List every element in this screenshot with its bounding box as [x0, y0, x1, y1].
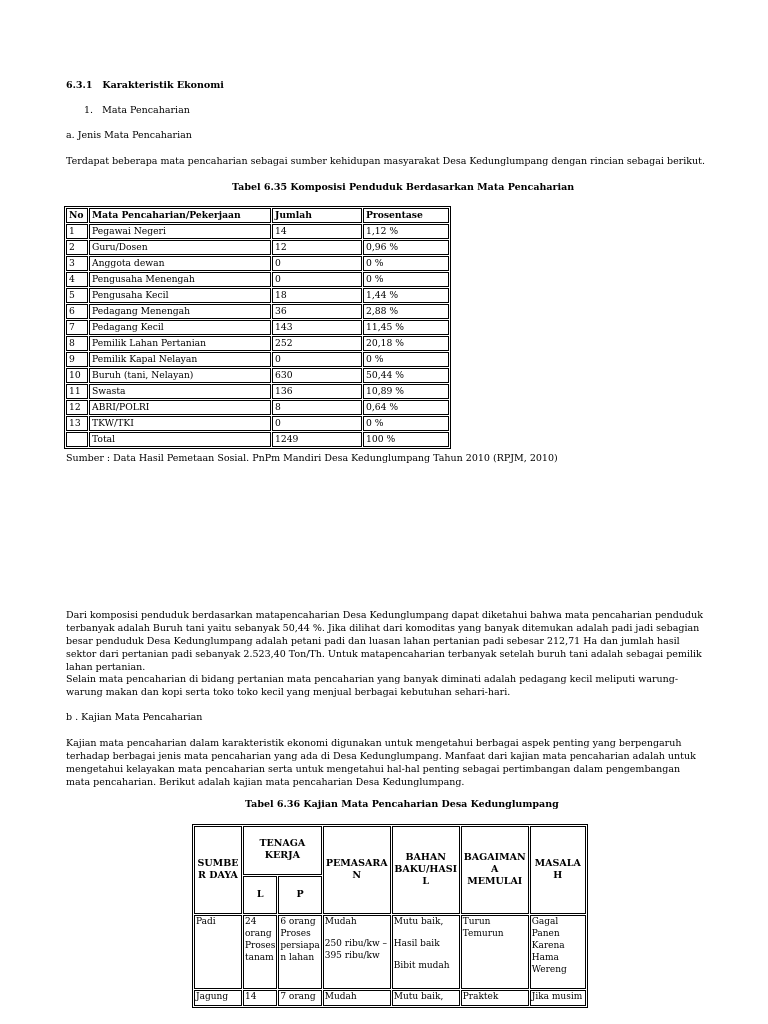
- table-cell: Pemilik Lahan Pertanian: [89, 336, 271, 351]
- cell-line: Proses persiapa n lahan: [280, 929, 320, 963]
- table-cell: 0 %: [363, 416, 449, 431]
- table-cell: 3: [66, 256, 88, 271]
- table-cell: 11,45 %: [363, 320, 449, 335]
- cell-line: 6 orang: [280, 917, 316, 927]
- header-cell: L: [243, 876, 277, 914]
- table-cell: 143: [272, 320, 362, 335]
- paragraph-trade: Selain mata pencaharian di bidang pertanian mata pencaharian yang banyak diminati adalah pedagang kecil meliputi warung-warung makan dan kopi serta toko toko kecil yang menjual berbagai kebutuhan sehari-hari.: [66, 674, 679, 698]
- table-cell: Mudah: [323, 990, 391, 1006]
- table-cell: 136: [272, 384, 362, 399]
- table2-caption: Tabel 6.36 Kajian Mata Pencaharian Desa Kedunglumpang: [245, 799, 559, 810]
- cell-line: Mutu baik,: [393, 917, 444, 927]
- cell-line: Bibit mudah: [393, 961, 450, 971]
- table-row: [66, 256, 449, 271]
- table-cell: Gagal Panen Karena Hama Wereng: [530, 915, 586, 989]
- table-row: [66, 240, 449, 255]
- table-cell: Guru/Dosen: [89, 240, 271, 255]
- table-row: [66, 432, 449, 447]
- table-cell: 12: [66, 400, 88, 415]
- table-cell: [243, 915, 277, 989]
- table-row: [66, 288, 449, 303]
- table-cell: 0 %: [363, 352, 449, 367]
- table-cell: 36: [272, 304, 362, 319]
- table-cell: 0: [272, 352, 362, 367]
- table-row: [66, 272, 449, 287]
- header-cell: BAGAIMAN A MEMULAI: [461, 826, 529, 914]
- cell-line: 24 orang: [245, 917, 272, 939]
- header-cell: Jumlah: [272, 208, 362, 223]
- table-cell: 4: [66, 272, 88, 287]
- table-cell: [66, 432, 88, 447]
- subsection-heading: [84, 105, 190, 116]
- header-cell: TENAGA KERJA: [243, 826, 322, 875]
- cell-line: Hasil baik: [393, 939, 440, 949]
- header-cell: Mata Pencaharian/Pekerjaan: [89, 208, 271, 223]
- section-title: Karakteristik Ekonomi: [102, 80, 224, 91]
- table-cell: 7: [66, 320, 88, 335]
- intro-text: Terdapat beberapa mata pencaharian sebagai sumber kehidupan masyarakat Desa Kedunglumpang dengan rincian sebagai berikut.: [66, 156, 705, 167]
- cell-spacer: [394, 950, 458, 960]
- table-cell: ABRI/POLRI: [89, 400, 271, 415]
- table-cell: Praktek: [461, 990, 529, 1006]
- part-a-heading: a. Jenis Mata Pencaharian: [66, 130, 192, 141]
- table-cell: 0 %: [363, 256, 449, 271]
- table-cell: [323, 915, 391, 989]
- subsection-number: 1.: [84, 105, 94, 116]
- section-heading: [66, 80, 224, 91]
- cell-line: 250 ribu/kw – 395 ribu/kw: [324, 939, 388, 961]
- table-cell: 50,44 %: [363, 368, 449, 383]
- table-cell: 0: [272, 416, 362, 431]
- table-row: [66, 416, 449, 431]
- table-cell: Turun Temurun: [461, 915, 529, 989]
- table-cell: 2: [66, 240, 88, 255]
- table-cell: 7 orang: [278, 990, 321, 1006]
- table-row: [66, 224, 449, 239]
- table-cell: 8: [272, 400, 362, 415]
- table-row: [66, 304, 449, 319]
- table-cell: Jika musim: [530, 990, 586, 1006]
- table-cell: 0: [272, 256, 362, 271]
- table-cell: Swasta: [89, 384, 271, 399]
- table-cell: Mutu baik,: [392, 990, 460, 1006]
- table-row: [66, 400, 449, 415]
- table-cell: 13: [66, 416, 88, 431]
- table-cell: Total: [89, 432, 271, 447]
- subsection-title: Mata Pencaharian: [102, 105, 190, 116]
- table-cell: Pedagang Kecil: [89, 320, 271, 335]
- table-cell: Anggota dewan: [89, 256, 271, 271]
- table-cell: 2,88 %: [363, 304, 449, 319]
- table-cell: Padi: [194, 915, 242, 989]
- table-cell: 0: [272, 272, 362, 287]
- table-row: [194, 915, 586, 989]
- table-row: [66, 320, 449, 335]
- table-cell: Pedagang Menengah: [89, 304, 271, 319]
- header-cell: SUMBE R DAYA: [194, 826, 242, 914]
- cell-line: Proses tanam: [245, 941, 276, 963]
- table-cell: 252: [272, 336, 362, 351]
- table-cell: 11: [66, 384, 88, 399]
- occupation-table: [64, 206, 451, 449]
- header-cell: Prosentase: [363, 208, 449, 223]
- table-cell: 1: [66, 224, 88, 239]
- table-cell: 18: [272, 288, 362, 303]
- table-cell: Pengusaha Kecil: [89, 288, 271, 303]
- table1-caption: Tabel 6.35 Komposisi Penduduk Berdasarkan Mata Pencaharian: [232, 182, 575, 193]
- table-cell: 10,89 %: [363, 384, 449, 399]
- paragraph-composition: Dari komposisi penduduk berdasarkan matapencaharian Desa Kedunglumpang dapat diketahui bahwa mata pencaharian penduduk terbanyak adalah Buruh tani yaitu sebanyak 50,44 %. Jika dilihat dari komoditas yang banyak ditemukan adalah padi jadi sebagian besar penduduk Desa Kedunglumpang adalah petani padi dan luasan lahan pertanian padi sebesar 212,71 Ha dan jumlah hasil sektor dari pertanian padi sebanyak 2.523,40 Ton/Th. Untuk matapencaharian terbanyak setelah buruh tani adalah sebagai pemilik lahan pertanian.: [66, 610, 703, 673]
- cell-spacer: [394, 928, 458, 938]
- table-cell: 0,96 %: [363, 240, 449, 255]
- table-cell: 1,44 %: [363, 288, 449, 303]
- table-cell: [392, 915, 460, 989]
- table-cell: 20,18 %: [363, 336, 449, 351]
- header-cell: PEMASARA N: [323, 826, 391, 914]
- table-row: [194, 990, 586, 1006]
- table-row: [66, 384, 449, 399]
- table-row: [66, 336, 449, 351]
- table-cell: 14: [243, 990, 277, 1006]
- table-cell: 9: [66, 352, 88, 367]
- table-cell: Pemilik Kapal Nelayan: [89, 352, 271, 367]
- section-number: 6.3.1: [66, 80, 93, 91]
- table-cell: 6: [66, 304, 88, 319]
- table-cell: 0,64 %: [363, 400, 449, 415]
- table-cell: 100 %: [363, 432, 449, 447]
- cell-spacer: [325, 928, 389, 938]
- cell-line: Mudah: [324, 917, 357, 927]
- table-cell: TKW/TKI: [89, 416, 271, 431]
- header-cell: No: [66, 208, 88, 223]
- table-row: [66, 352, 449, 367]
- header-cell: P: [278, 876, 321, 914]
- header-cell: MASALA H: [530, 826, 586, 914]
- table-cell: 12: [272, 240, 362, 255]
- table-cell: 14: [272, 224, 362, 239]
- table-cell: 1,12 %: [363, 224, 449, 239]
- header-cell: BAHAN BAKU/HASI L: [392, 826, 460, 914]
- table-cell: 8: [66, 336, 88, 351]
- table1-source: Sumber : Data Hasil Pemetaan Sosial. PnPm Mandiri Desa Kedunglumpang Tahun 2010 (RPJM, 2010): [66, 453, 558, 464]
- part-b-heading: b . Kajian Mata Pencaharian: [66, 712, 203, 723]
- paragraph-study: Kajian mata pencaharian dalam karakteristik ekonomi digunakan untuk mengetahui berbagai aspek penting yang berpengaruh terhadap berbagai jenis mata pencaharian yang ada di Desa Kedunglumpang. Manfaat dari kajian mata pencaharian adalah untuk mengetahui kelayakan mata pencaharian serta untuk mengetahui hal-hal penting sebagai pertimbangan dalam pengembangan mata pencaharian. Berikut adalah kajian mata pencaharian Desa Kedunglumpang.: [66, 738, 696, 788]
- table-cell: 1249: [272, 432, 362, 447]
- table-cell: Pegawai Negeri: [89, 224, 271, 239]
- table-cell: Buruh (tani, Nelayan): [89, 368, 271, 383]
- table-cell: 10: [66, 368, 88, 383]
- table-cell: 0 %: [363, 272, 449, 287]
- table-cell: [278, 915, 321, 989]
- table-header-row: [66, 208, 449, 223]
- livelihood-table: [192, 824, 588, 1008]
- table-cell: Pengusaha Menengah: [89, 272, 271, 287]
- table-row: [66, 368, 449, 383]
- table-cell: 5: [66, 288, 88, 303]
- table-header-row: [194, 826, 586, 875]
- table-cell: 630: [272, 368, 362, 383]
- table-cell: Jagung: [194, 990, 242, 1006]
